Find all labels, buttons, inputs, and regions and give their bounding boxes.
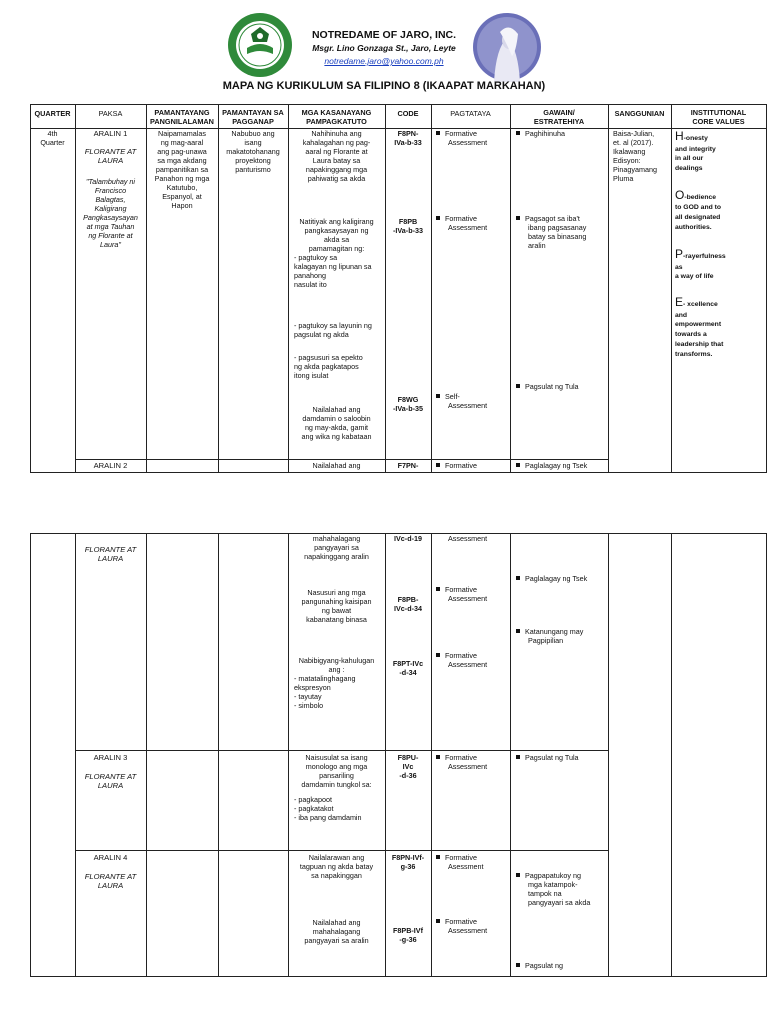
quarter-label-2: Quarter (40, 138, 65, 147)
p2-code4a: F8PU- (397, 753, 419, 762)
sanggunian-4: Edisyon: (613, 156, 641, 165)
p2-code4b: IVc (402, 762, 414, 771)
p2-k4-1: Naisusulat sa isang (305, 753, 368, 762)
p2-eval-cont: Assessment (448, 534, 488, 543)
value-e-6: transforms. (675, 351, 713, 358)
p2-eval5a: Formative (436, 854, 477, 863)
aralin1-title-1: FLORANTE AT (84, 147, 137, 156)
page-title: MAPA NG KURIKULUM SA FILIPINO 8 (IKAAPAT MARKAHAN) (222, 80, 546, 92)
value-h-2: and integrity (675, 146, 716, 153)
kasanayan-3-line-2: pagsulat ng akda (294, 330, 349, 339)
kasanayan-1-line-5: napakinggang mga (305, 165, 368, 174)
header-kasanayan-2: PAMPAGKATUTO (306, 117, 367, 126)
eval-3b: Assessment (448, 401, 488, 410)
header-sanggunian: SANGGUNIAN (614, 109, 665, 118)
p2-gawain5a: Pagpapatukoy ng (516, 872, 581, 881)
aralin2-gawain: Paglalagay ng Tsek (516, 462, 587, 471)
p2-code3b: -d-34 (399, 668, 417, 677)
aralin2-title-2: LAURA (97, 554, 124, 563)
aralin1-desc-4: Kaligirang (94, 204, 127, 213)
pangnilalaman-7: Katutubo, (166, 183, 198, 192)
aralin1-desc-3: Balagtas, (95, 195, 126, 204)
value-e-4: towards a (675, 331, 707, 338)
p2-k3-4: ekspresyon (294, 683, 331, 692)
header-paksa: PAKSA (98, 109, 123, 118)
p2-eval6b: Assessment (448, 926, 488, 935)
kasanayan-4-line-3: itong isulat (294, 371, 329, 380)
p2-gawain4: Pagsulat ng Tula (516, 754, 579, 763)
p2-k3-2: ang : (328, 665, 345, 674)
pangnilalaman-4: sa mga akdang (157, 156, 207, 165)
eval-2b: Assessment (448, 223, 488, 232)
value-p-2: as (675, 264, 683, 271)
school-name: NOTREDAME OF JARO, INC. (311, 29, 457, 41)
value-o-4: authorities. (675, 224, 712, 231)
school-address: Msgr. Lino Gonzaga St., Jaro, Leyte (312, 43, 456, 53)
p2-k2-3: ng bawat (321, 606, 352, 615)
aralin1-desc-1: "Talambuhay ni (85, 177, 136, 186)
gawain-2b: ibang pagsasanay (528, 223, 587, 232)
p2-kcont-3: napakinggang aralin (304, 552, 369, 561)
p2-k5-2: tagpuan ng akda batay (299, 862, 374, 871)
header-quarter: QUARTER (34, 109, 71, 118)
header-pagtataya: PAGTATAYA (450, 109, 491, 118)
eval-3a: Self- (436, 393, 460, 402)
p2-eval5b: Asessment (448, 862, 484, 871)
p2-k6-3: pangyayari sa aralin (304, 936, 369, 945)
quarter-label: 4th (47, 129, 58, 138)
gawain-3: Pagsulat ng Tula (516, 383, 579, 392)
pangnilalaman-8: Espanyol, at (162, 192, 202, 201)
aralin4-title-1: FLORANTE AT (84, 872, 137, 881)
sanggunian-5: Pinagyamang (613, 165, 657, 174)
kasanayan-4-line-2: ng akda pagkatapos (294, 362, 359, 371)
aralin1-desc-2: Francisco (94, 186, 127, 195)
aralin1-desc-6: at mga Tauhan (86, 222, 135, 231)
value-e-letter: E- xcellence (675, 295, 718, 309)
header-kasanayan-1: MGA KASANAYANG (301, 108, 372, 117)
aralin2-eval: Formative (436, 462, 477, 471)
kasanayan-1-line-1: Nahihinuha ang (311, 129, 362, 138)
aralin3-title-1: FLORANTE AT (84, 772, 137, 781)
p2-k5-3: sa napakinggan (311, 871, 362, 880)
pangnilalaman-2: ng mag-aaral (160, 138, 204, 147)
aralin1-label: ARALIN 1 (93, 129, 128, 138)
aralin1-title-2: LAURA (97, 156, 124, 165)
p2-kcont-1: mahahalagang (312, 534, 361, 543)
kasanayan-2-line-6: kalagayan ng lipunan sa (294, 262, 372, 271)
aralin4-label: ARALIN 4 (93, 853, 128, 862)
p2-k2-2: pangunahing kaisipan (301, 597, 372, 606)
aralin4-title-2: LAURA (97, 881, 124, 890)
kasanayan-5-line-2: damdamin o saloobin (302, 414, 371, 423)
eval-2a: Formative (436, 215, 477, 224)
gawain-2d: aralin (528, 241, 546, 250)
value-h-3: in all our (675, 155, 704, 162)
pagganap-5: panturismo (235, 165, 271, 174)
pangnilalaman-1: Naipamamalas (158, 129, 206, 138)
p2-gawain2: Paglalagay ng Tsek (516, 575, 587, 584)
kasanayan-5-line-4: ang wika ng kabataan (301, 432, 372, 441)
p2-kcont-2: pangyayari sa (314, 543, 359, 552)
value-o-letter: O-bedience (675, 188, 717, 202)
p2-gawain5b: mga katampok- (528, 880, 578, 889)
p2-gawain6: Pagsulat ng (516, 962, 563, 971)
value-h-4: dealings (675, 165, 703, 172)
kasanayan-1-line-2: kahalagahan ng pag- (302, 138, 371, 147)
p2-k3-5: - tayutay (294, 692, 322, 701)
code-1b: IVa-b-33 (394, 138, 422, 147)
aralin2-kasanayan: Nailalahad ang (312, 461, 361, 470)
value-p-letter: P-rayerfulness (675, 247, 726, 261)
p2-k4-6: - pagkatakot (294, 804, 334, 813)
header-pangnilalaman-1: PAMANTAYANG (154, 108, 210, 117)
gawain-1: Paghihinuha (516, 130, 565, 139)
p2-code-cont: IVc-d-19 (394, 534, 422, 543)
kasanayan-2-line-5: - pagtukoy sa (294, 253, 338, 262)
sanggunian-6: Pluma (613, 174, 634, 183)
kasanayan-2-line-1: Natitiyak ang kaligirang (299, 217, 374, 226)
p2-k3-6: - simbolo (294, 701, 324, 710)
header-pangnilalaman-2: PANGNILALAMAN (150, 117, 214, 126)
kasanayan-2-line-4: pamamagitan ng: (308, 244, 365, 253)
aralin2-code: F7PN- (397, 461, 419, 470)
p2-k6-1: Nailalahad ang (312, 918, 361, 927)
code-3a: F8WG (397, 395, 419, 404)
p2-code5b: g-36 (400, 862, 416, 871)
p2-code4c: -d-36 (399, 771, 417, 780)
p2-gawain5c: tampok na (528, 889, 562, 898)
school-email-link[interactable]: notredame.jaro@yahoo.com.ph (324, 56, 444, 66)
header-code: CODE (397, 109, 419, 118)
aralin2-title-1: FLORANTE AT (84, 545, 137, 554)
pagganap-1: Nabubuo ang (231, 129, 275, 138)
p2-k4-4: damdamin tungkol sa: (301, 780, 372, 789)
kasanayan-2-line-3: akda sa (323, 235, 350, 244)
header-institutional-1: INSTITUTIONAL (690, 108, 747, 117)
pagganap-2: isang (244, 138, 262, 147)
p2-code2a: F8PB- (397, 595, 419, 604)
kasanayan-5-line-3: ng may-akda, gamit (304, 423, 369, 432)
kasanayan-4-line-1: - pagsusuri sa epekto (294, 353, 363, 362)
value-h-letter: H-onesty (675, 129, 708, 143)
value-o-3: all designated (675, 214, 721, 221)
p2-k3-1: Nabibigyang-kahulugan (298, 656, 375, 665)
pangnilalaman-5: pampanitikan sa (155, 165, 209, 174)
p2-k3-3: - matatalinghagang (294, 674, 356, 683)
eval-1b: Assessment (448, 138, 488, 147)
pagganap-3: makatotohanang (226, 147, 280, 156)
kasanayan-2-line-2: pangkasaysayan ng (304, 226, 369, 235)
aralin1-desc-8: Laura" (100, 240, 121, 249)
p2-eval3a: Formative (436, 652, 477, 661)
p2-k2-4: kabanatang binasa (306, 615, 367, 624)
sanggunian-1: Baisa-Julian, (613, 129, 655, 138)
header-gawain-1: GAWAIN/ (543, 108, 575, 117)
p2-code3a: F8PT-IVc (392, 659, 424, 668)
p2-code2b: IVc-d-34 (394, 604, 422, 613)
p2-eval6a: Formative (436, 918, 477, 927)
aralin2-label: ARALIN 2 (93, 461, 128, 470)
pangnilalaman-6: Panahon ng mga (154, 174, 210, 183)
eval-1a: Formative (436, 130, 477, 139)
kasanayan-5-line-1: Nailalahad ang (312, 405, 361, 414)
sanggunian-3: Ikalawang (613, 147, 646, 156)
value-e-2: and (675, 312, 688, 319)
p2-eval4a: Formative (436, 754, 477, 763)
p2-eval2a: Formative (436, 586, 477, 595)
p2-k6-2: mahahalagang (312, 927, 361, 936)
code-2b: -IVa-b-33 (393, 226, 423, 235)
aralin3-label: ARALIN 3 (93, 753, 128, 762)
pangnilalaman-3: ang pag-unawa (157, 147, 207, 156)
kasanayan-1-line-3: aaral ng Florante at (305, 147, 368, 156)
gawain-2c: batay sa binasang (528, 232, 587, 241)
value-e-3: empowerment (675, 321, 722, 328)
aralin3-title-2: LAURA (97, 781, 124, 790)
header-gawain-2: ESTRATEHIYA (533, 117, 585, 126)
sanggunian-2: et. al (2017). (613, 138, 654, 147)
p2-code5a: F8PN-IVf- (391, 853, 425, 862)
gawain-2a: Pagsagot sa iba't (516, 215, 580, 224)
value-e-5: leadership that (675, 341, 724, 348)
aralin1-desc-7: ng Florante at (88, 231, 133, 240)
code-2a: F8PB (398, 217, 418, 226)
kasanayan-3-line-1: - pagtukoy sa layunin ng (294, 321, 372, 330)
aralin1-desc-5: Pangkasaysayan (83, 213, 138, 222)
p2-k4-7: - iba pang damdamin (294, 813, 362, 822)
header-institutional-2: CORE VALUES (692, 117, 745, 126)
code-3b: -IVa-b-35 (393, 404, 423, 413)
kasanayan-1-line-6: pahiwatig sa akda (307, 174, 366, 183)
p2-k4-3: pansariling (319, 771, 354, 780)
value-o-2: to GOD and to (675, 204, 722, 211)
p2-k5-1: Nailalarawan ang (308, 853, 365, 862)
p2-gawain3b: Pagpipilian (528, 636, 564, 645)
p2-gawain3a: Katanungang may (516, 628, 583, 637)
pangnilalaman-9: Hapon (171, 201, 193, 210)
header-pagganap-1: PAMANTAYAN SA (222, 108, 284, 117)
code-1a: F8PN- (397, 129, 419, 138)
pagganap-4: proyektong (235, 156, 271, 165)
p2-k2-1: Nasusuri ang mga (307, 588, 366, 597)
p2-eval4b: Assessment (448, 762, 488, 771)
value-p-3: a way of life (675, 273, 714, 280)
kasanayan-1-line-4: Laura batay sa (312, 156, 361, 165)
p2-gawain5d: pangyayari sa akda (528, 898, 591, 907)
header-pagganap-2: PAGGANAP (232, 117, 274, 126)
p2-eval3b: Assessment (448, 660, 488, 669)
p2-eval2b: Assessment (448, 594, 488, 603)
kasanayan-2-line-8: nasulat ito (294, 280, 327, 289)
p2-code6a: F8PB-IVf (393, 926, 423, 935)
p2-k4-2: monologo ang mga (305, 762, 368, 771)
p2-code6b: -g-36 (399, 935, 417, 944)
p2-k4-5: - pagkapoot (294, 795, 332, 804)
kasanayan-2-line-7: panahong (294, 271, 326, 280)
